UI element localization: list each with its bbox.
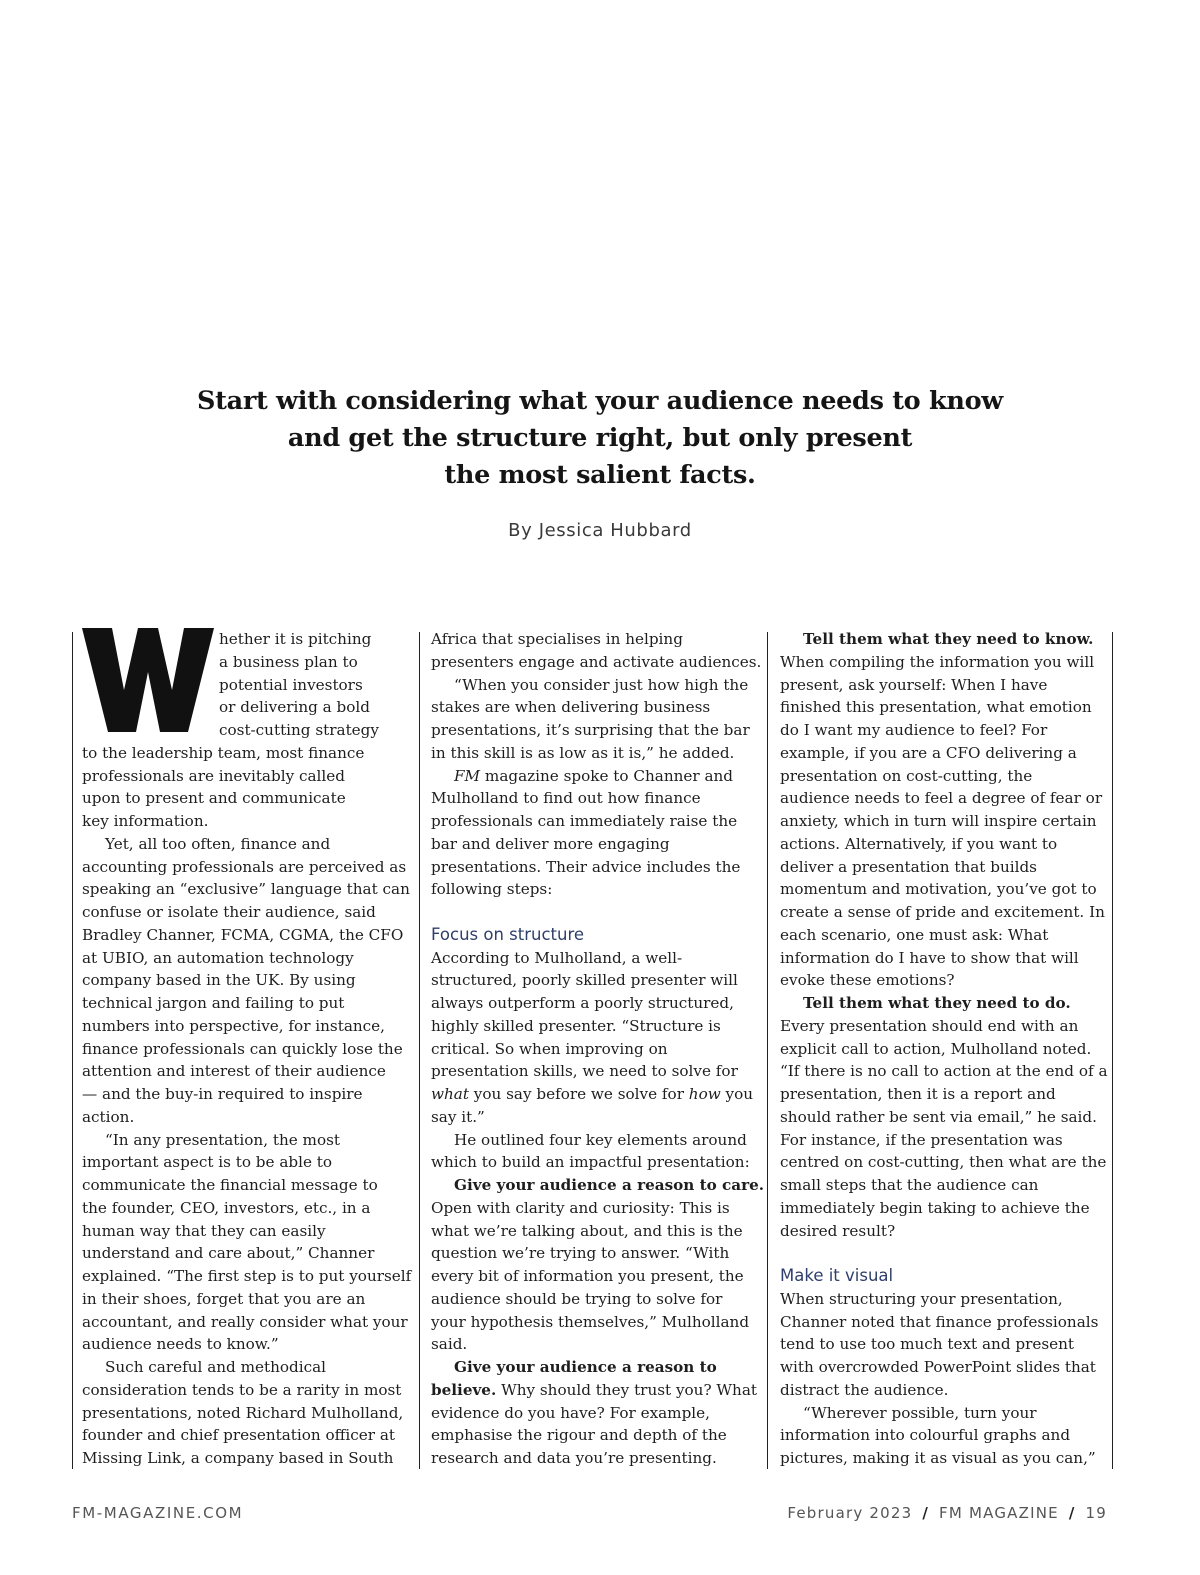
column-1 (82, 628, 412, 1470)
text-line: technical jargon and failing to put (82, 994, 345, 1012)
text-line: create a sense of pride and excitement. In (780, 903, 1105, 921)
column-rule-2 (767, 632, 768, 1469)
text-line: research and data you’re presenting. (431, 1449, 717, 1467)
text-line: tend to use too much text and present (780, 1335, 1075, 1354)
text-line: Yet, all too often, finance and (105, 834, 331, 853)
text-line: in their shoes, forget that you are an (82, 1289, 366, 1308)
text-line: finance professionals can quickly lose the (82, 1039, 403, 1058)
text-line: each scenario, one must ask: What (780, 925, 1049, 944)
text-line: presentations, it’s surprising that the bar (431, 721, 750, 739)
column-3 (780, 628, 1110, 1470)
how-italic: how (688, 1085, 721, 1103)
text-line: Africa that specialises in helping (431, 630, 683, 648)
paragraph-gap (431, 901, 761, 924)
text-line: audience should be trying to solve for (431, 1289, 723, 1308)
text-line: example, if you are a CFO delivering a (780, 743, 1077, 762)
text-line: information into colourful graphs and (780, 1426, 1071, 1445)
text-line: professionals are inevitably called (82, 766, 345, 785)
text-line (431, 1083, 761, 1106)
text-fragment: Why should they trust you? What (501, 1380, 757, 1399)
text-line: “In any presentation, the most (105, 1130, 340, 1149)
bold-lead-care: Give your audience a reason to care. (454, 1176, 765, 1194)
text-line: speaking an “exclusive” language that can (82, 880, 410, 899)
text-line: hether it is pitching (219, 630, 372, 648)
text-fragment: you say before we solve for (473, 1085, 684, 1103)
column-rule-1 (419, 632, 420, 1469)
text-line: present, ask yourself: When I have (780, 675, 1048, 694)
text-line: at UBIO, an automation technology (82, 948, 354, 967)
footer-page-number: 19 (1085, 1504, 1107, 1522)
text-line: Missing Link, a company based in South (82, 1449, 394, 1467)
fm-italic: FM (454, 766, 481, 785)
text-line: important aspect is to be able to (82, 1153, 333, 1172)
text-line: critical. So when improving on (431, 1039, 668, 1058)
text-line: structured, poorly skilled presenter will (431, 971, 738, 990)
text-line: stakes are when delivering business (431, 698, 711, 717)
bold-lead-know: Tell them what they need to know. (803, 630, 1094, 648)
text-line: explicit call to action, Mulholland noted. (780, 1039, 1092, 1058)
text-line: presenters engage and activate audiences. (431, 652, 762, 671)
text-line: your hypothesis themselves,” Mulholland (431, 1312, 750, 1331)
text-line: explained. “The first step is to put yourself (82, 1267, 412, 1285)
footer-separator: / (922, 1504, 930, 1522)
text-line: understand and care about,” Channer (82, 1244, 375, 1263)
text-line: consideration tends to be a rarity in most (82, 1380, 402, 1399)
text-line (431, 1379, 761, 1402)
bold-lead-believe: Give your audience a reason to (454, 1358, 717, 1376)
text-line: audience needs to feel a degree of fear or (780, 789, 1103, 808)
column-2 (431, 628, 765, 1470)
deck-line-3: the most salient facts. (444, 460, 756, 490)
text-line: Channer noted that finance professionals (780, 1312, 1099, 1331)
text-line: distract the audience. (780, 1380, 949, 1399)
what-italic: what (431, 1085, 469, 1103)
bold-lead-do: Tell them what they need to do. (803, 994, 1071, 1012)
text-line: professionals can immediately raise the (431, 812, 738, 830)
text-line: accountant, and really consider what your (82, 1312, 408, 1331)
text-line: say it.” (431, 1107, 485, 1126)
text-line: information do I have to show that will (780, 948, 1079, 967)
text-line: highly skilled presenter. “Structure is (431, 1016, 721, 1035)
text-line: evoke these emotions? (780, 971, 955, 990)
text-line: what we’re talking about, and this is the (431, 1221, 743, 1240)
text-line: presentations, noted Richard Mulholland, (82, 1403, 404, 1422)
text-line (780, 992, 1110, 1015)
text-line: anxiety, which in turn will inspire certain (780, 812, 1097, 830)
text-line: He outlined four key elements around (454, 1130, 747, 1149)
text-line: actions. Alternatively, if you want to (780, 834, 1058, 853)
text-line: potential investors (219, 675, 363, 694)
text-line: finished this presentation, what emotion (780, 698, 1092, 717)
footer-site-url: FM-MAGAZINE.COM (72, 1504, 244, 1522)
text-line: — and the buy-in required to inspire (82, 1085, 363, 1103)
text-line: Such careful and methodical (105, 1358, 326, 1376)
text-line: human way that they can easily (82, 1221, 326, 1240)
text-fragment: you (725, 1085, 754, 1103)
text-line: Bradley Channer, FCMA, CGMA, the CFO (82, 925, 404, 944)
subhead-make-it-visual: Make it visual (780, 1266, 894, 1285)
text-line: a business plan to (219, 652, 358, 671)
text-line: momentum and motivation, you’ve got to (780, 880, 1097, 899)
text-line (431, 1174, 765, 1197)
text-line: immediately begin taking to achieve the (780, 1198, 1090, 1217)
text-line: According to Mulholland, a well- (431, 948, 683, 967)
text-line: key information. (82, 812, 209, 830)
column-rule-left (72, 632, 73, 1469)
text-line: “Wherever possible, turn your (803, 1403, 1037, 1422)
text-line: evidence do you have? For example, (431, 1403, 710, 1422)
text-line (780, 628, 1110, 651)
text-line: audience needs to know.” (82, 1335, 279, 1354)
bold-lead-believe-cont: believe. (431, 1380, 497, 1399)
text-line: action. (82, 1107, 135, 1126)
text-line: presentation on cost-cutting, the (780, 766, 1033, 785)
text-line: the founder, CEO, investors, etc., in a (82, 1198, 371, 1217)
text-fragment: magazine spoke to Channer and (484, 766, 734, 785)
text-line: attention and interest of their audience (82, 1062, 386, 1081)
byline: By Jessica Hubbard (508, 520, 692, 541)
text-line: When structuring your presentation, (780, 1289, 1063, 1308)
text-line: For instance, if the presentation was (780, 1130, 1063, 1149)
paragraph-gap (780, 1242, 1110, 1265)
text-line: bar and deliver more engaging (431, 834, 670, 853)
text-line: founder and chief presentation officer at (82, 1426, 396, 1445)
text-line: pictures, making it as visual as you can,” (780, 1449, 1096, 1467)
column-rule-right (1112, 632, 1113, 1469)
text-line: with overcrowded PowerPoint slides that (780, 1358, 1096, 1376)
text-line: emphasise the rigour and depth of the (431, 1426, 727, 1445)
text-line: should rather be sent via email,” he said. (780, 1107, 1097, 1126)
text-line: question we’re trying to answer. “With (431, 1244, 730, 1263)
footer-separator: / (1068, 1504, 1076, 1522)
article-deck (0, 383, 1200, 494)
text-line: every bit of information you present, the (431, 1267, 744, 1285)
deck-line-2: and get the structure right, but only present (287, 423, 913, 453)
text-line: communicate the financial message to (82, 1176, 378, 1194)
text-line: or delivering a bold (219, 698, 370, 717)
text-line: to the leadership team, most finance (82, 743, 365, 762)
footer-folio (787, 1504, 1107, 1522)
text-line: presentation skills, we need to solve for (431, 1062, 738, 1081)
text-line: Open with clarity and curiosity: This is (431, 1198, 730, 1217)
text-line (431, 765, 761, 788)
text-line: deliver a presentation that builds (780, 857, 1037, 876)
deck-line-1: Start with considering what your audience needs to know (197, 386, 1003, 416)
text-line: company based in the UK. By using (82, 971, 356, 990)
text-line: in this skill is as low as it is,” he added. (431, 743, 735, 762)
text-line: small steps that the audience can (780, 1176, 1039, 1194)
footer-magazine: FM MAGAZINE (939, 1504, 1059, 1522)
text-line: cost-cutting strategy (219, 721, 379, 739)
text-line: upon to present and communicate (82, 789, 346, 808)
subhead-focus-on-structure: Focus on structure (431, 924, 585, 944)
text-line: which to build an impactful presentation: (431, 1153, 750, 1172)
text-line: centred on cost-cutting, then what are the (780, 1153, 1107, 1172)
text-line: numbers into perspective, for instance, (82, 1016, 385, 1035)
text-line: desired result? (780, 1221, 896, 1240)
text-line: “When you consider just how high the (454, 675, 749, 694)
text-line: presentations. Their advice includes the (431, 857, 741, 876)
text-line: When compiling the information you will (780, 652, 1095, 671)
text-line: do I want my audience to feel? For (780, 721, 1048, 739)
text-line (431, 1356, 761, 1379)
text-line: Every presentation should end with an (780, 1016, 1079, 1035)
text-line: presentation, then it is a report and (780, 1085, 1056, 1103)
footer-date: February 2023 (787, 1504, 913, 1522)
text-line: following steps: (431, 880, 553, 899)
text-line: confuse or isolate their audience, said (82, 903, 376, 921)
text-line: Mulholland to find out how finance (431, 789, 701, 808)
text-line: “If there is no call to action at the end of a (780, 1062, 1108, 1081)
text-line: always outperform a poorly structured, (431, 994, 734, 1012)
text-line: said. (431, 1335, 468, 1354)
text-line: accounting professionals are perceived as (82, 857, 407, 876)
